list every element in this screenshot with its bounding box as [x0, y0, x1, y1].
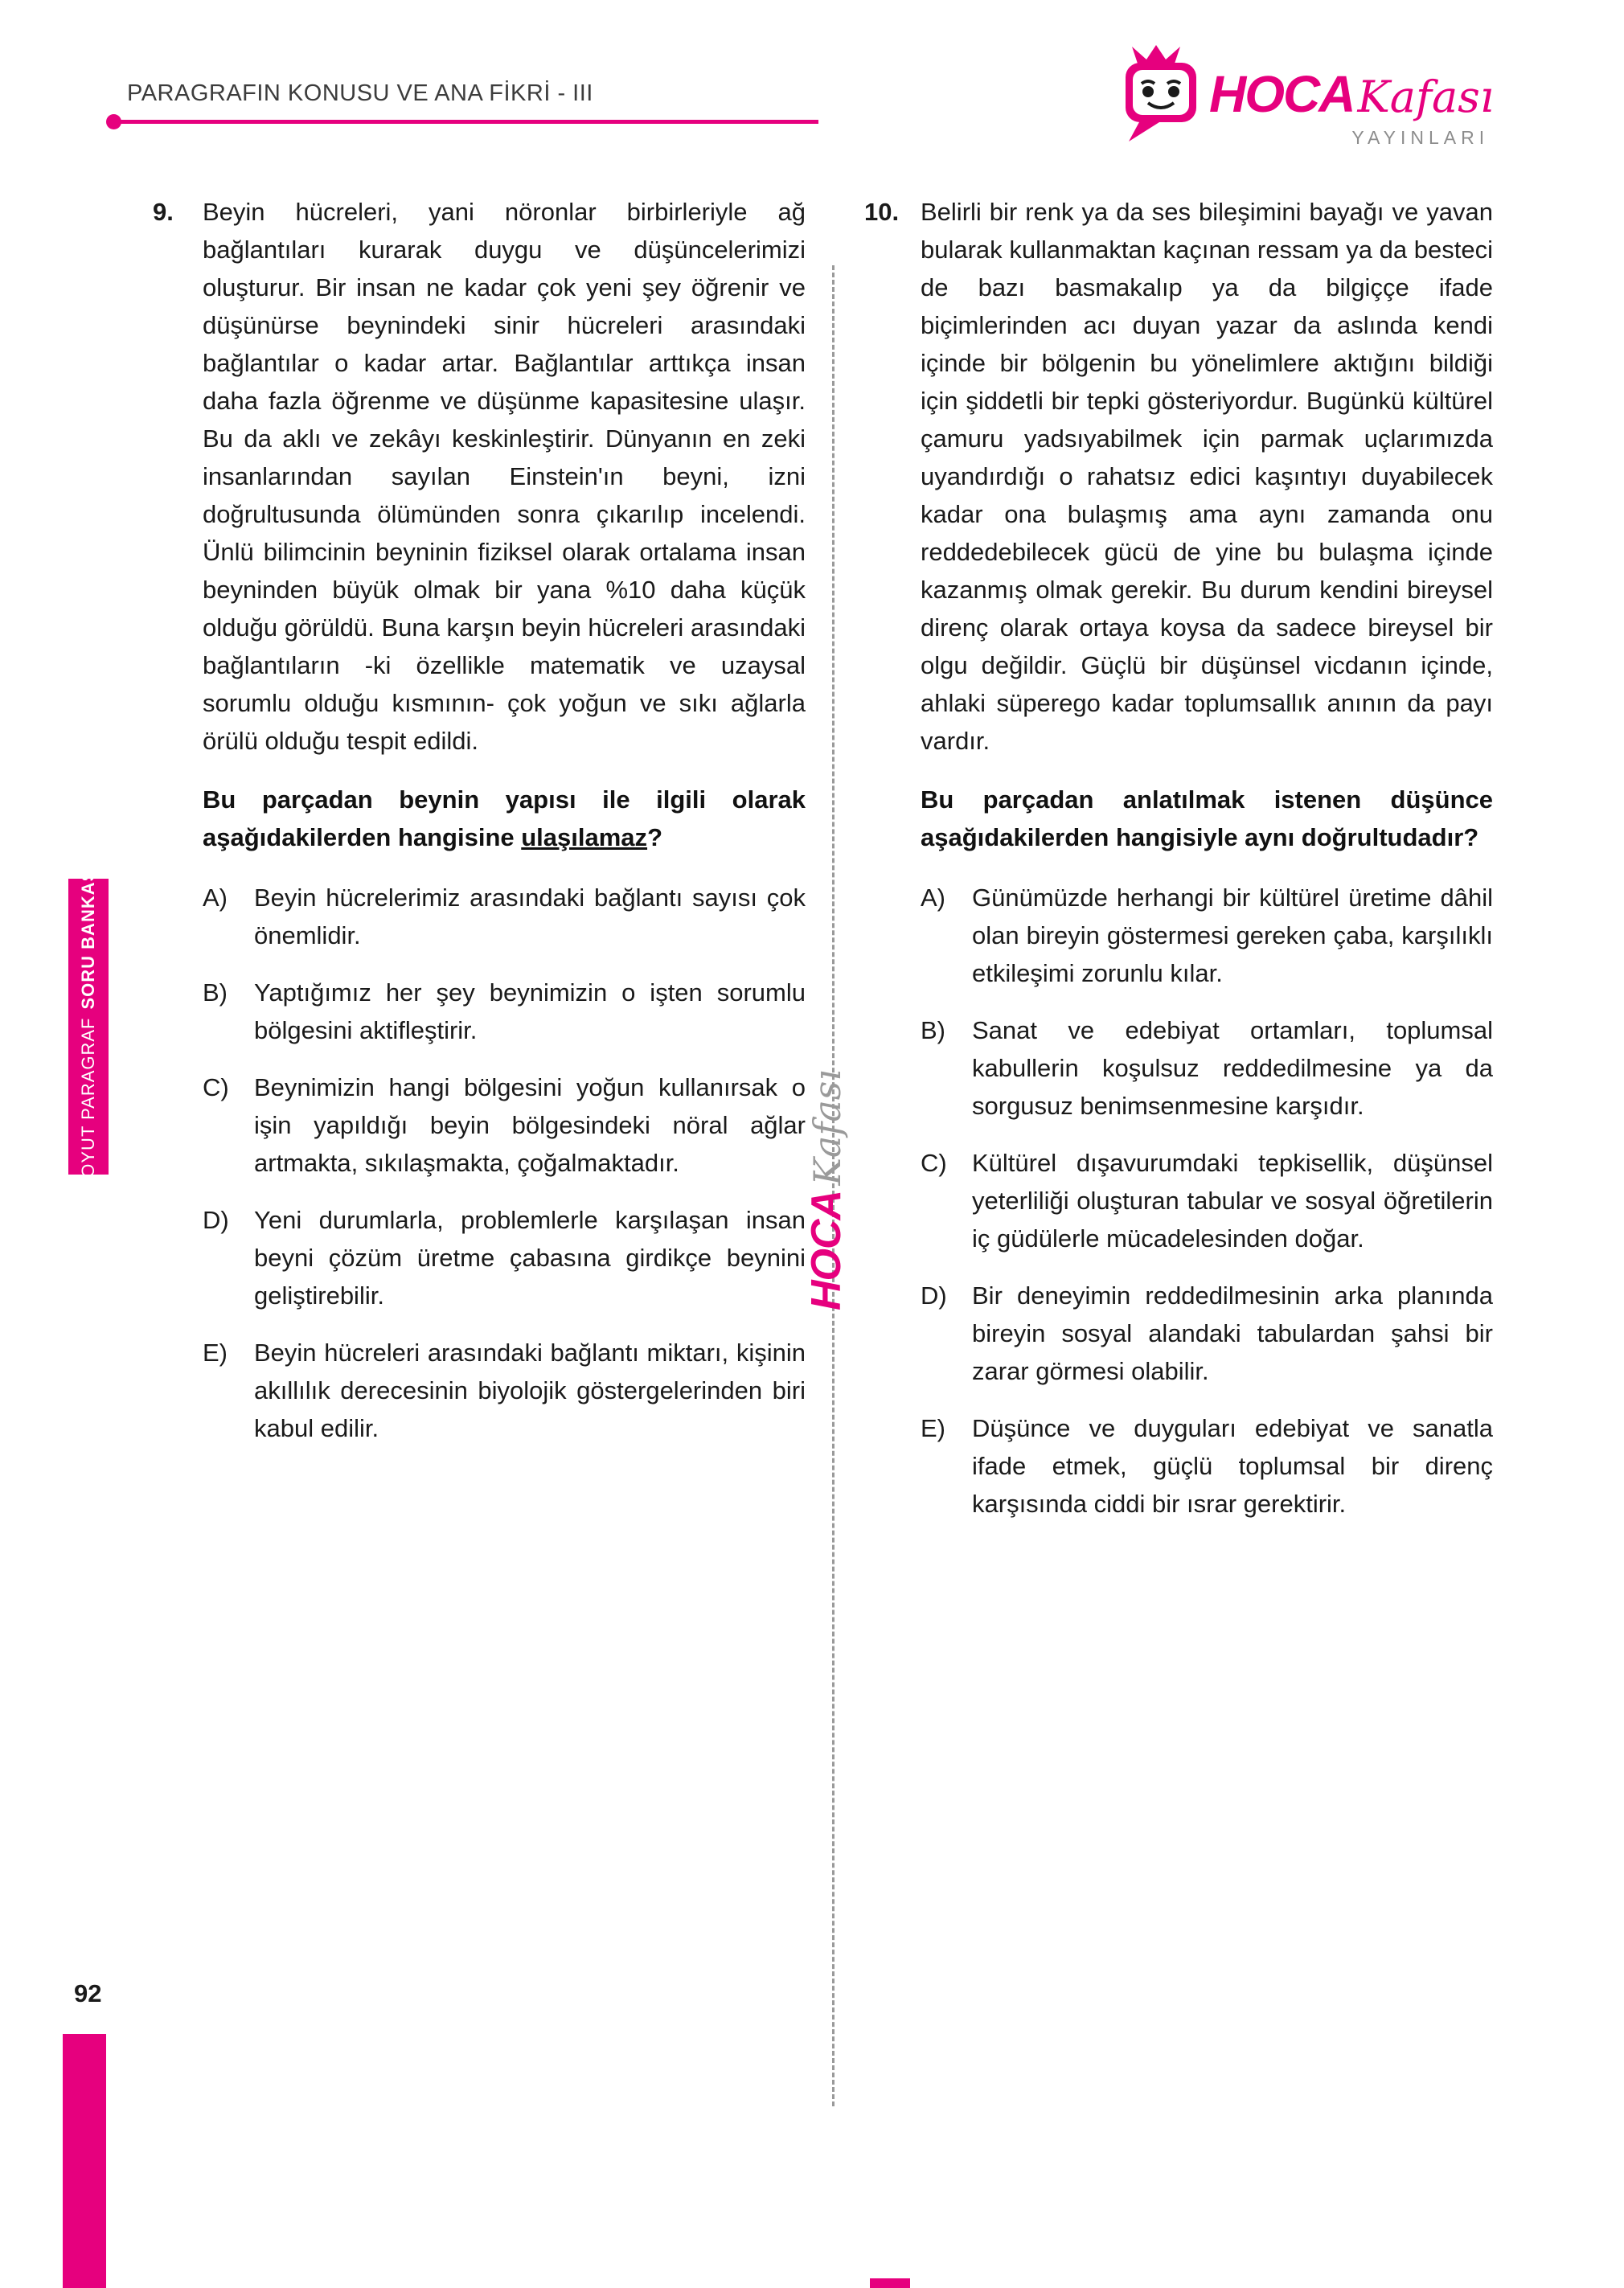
stem-text: Bu parçadan beynin yapısı ile ilgili olarak aşağıdakilerden hangisine	[203, 785, 806, 851]
publisher-logo-text	[1209, 64, 1494, 149]
logo-subtitle: YAYINLARI	[1351, 127, 1490, 148]
stem-suffix: ?	[647, 823, 662, 851]
bottom-center-accent-mark	[870, 2278, 910, 2288]
stem-text: Bu parçadan anlatılmak istenen düşünce aşağıdakilerden hangisiyle aynı doğrultudadır?	[921, 785, 1493, 851]
series-type: SORU BANKASI	[78, 863, 98, 1010]
question-passage: Belirli bir renk ya da ses bileşimini bayağı ve yavan bularak kullanmaktan kaçınan ressam ya da besteci de bazı basmakalıp ya da bilgiççe ifade biçimlerinden acı duyan yazar da aslında kendi içinde bir bölgenin bu yönelimlere aktığını bildiği için şiddetli bir tepki gösteriyordur. Bugünkü kültürel çamuru yadsıyabilmek için parmak uçlarımızda uyandırdığı o rahatsız edici kaşıntıyı duyabilecek kadar ona bulaşmış ama aynı zamanda onu reddedebilecek gücü de yine bu bulaşma içinde kazanmış olmak gerekir. Bu durum kendini bireysel direnç olarak ortaya koysa da sadece bireysel bir olgu değildir. Güçlü bir düşünsel vicdanın içinde, ahlaki süperego kadar toplumsallık anının da payı vardır.	[921, 198, 1493, 755]
page-header-title: PARAGRAFIN KONUSU VE ANA FİKRİ - III	[127, 80, 593, 106]
header-rule	[121, 120, 818, 124]
publisher-logo	[1118, 40, 1494, 147]
logo-brand-name: HOCA	[1209, 65, 1355, 123]
option-text: Sanat ve edebiyat ortamları, toplumsal kabullerin koşulsuz reddedilmesine ya da sorgusuz benimsenmesine karşıdır.	[972, 1016, 1493, 1120]
brand-watermark	[802, 1069, 851, 1310]
hoca-kafasi-mascot-icon	[1118, 43, 1204, 147]
watermark-brand-script: Kafası	[806, 1068, 849, 1186]
option-text: Beyin hücreleri arasındaki bağlantı miktarı, kişinin akıllılık derecesinin biyolojik göstergelerinden biri kabul edilir.	[254, 1339, 806, 1442]
series-sidebar-text	[78, 863, 99, 1191]
question-10	[864, 193, 1493, 1542]
question-stem	[921, 781, 1493, 856]
option-text: Beynimizin hangi bölgesini yoğun kullanırsak o işin yapıldığı beyin bölgesindeki nöral ağlar artmakta, sıkılaşmakta, çoğalmaktadır.	[254, 1073, 806, 1177]
bottom-left-accent-bar	[63, 2034, 106, 2288]
option-a	[203, 879, 806, 954]
option-letter: C)	[203, 1073, 229, 1101]
stem-underlined-text: ulaşılamaz	[521, 823, 648, 851]
option-text: Yeni durumlarla, problemlerle karşılaşan insan beyni çözüm üretme çabasına girdikçe beynini geliştirebilir.	[254, 1206, 806, 1310]
option-text: Yaptığımız her şey beynimizin o işten sorumlu bölgesini aktifleştirir.	[254, 978, 806, 1044]
option-letter: E)	[921, 1414, 945, 1442]
option-text: Düşünce ve duyguları edebiyat ve sanatla ifade etmek, güçlü toplumsal bir direnç karşısında ciddi bir ısrar gerektirir.	[972, 1414, 1493, 1518]
option-letter: B)	[203, 978, 228, 1007]
option-letter: C)	[921, 1149, 947, 1177]
option-d	[921, 1277, 1493, 1390]
watermark-brand-name: HOCA	[803, 1190, 850, 1310]
option-text: Bir deneyimin reddedilmesinin arka planında bireyin sosyal alandaki tabulardan şahsi bir zarar görmesi olabilir.	[972, 1281, 1493, 1385]
option-text: Kültürel dışavurumdaki tepkisellik, düşünsel yeterliliği oluşturan tabular ve sosyal öğretilerin iç güdülerle mücadelesinden doğar.	[972, 1149, 1493, 1253]
series-sidebar-banner	[68, 863, 109, 1191]
left-column	[153, 193, 806, 1466]
option-c	[921, 1144, 1493, 1257]
options-list	[203, 879, 806, 1447]
header-bullet-dot	[106, 114, 121, 129]
option-letter: D)	[203, 1206, 229, 1234]
option-d	[203, 1201, 806, 1314]
series-name: SOYUT PARAGRAF	[78, 1017, 98, 1191]
option-b	[921, 1011, 1493, 1125]
option-e	[921, 1409, 1493, 1523]
logo-brand-script: Kafası	[1357, 72, 1495, 122]
question-number: 9.	[153, 198, 174, 226]
option-c	[203, 1068, 806, 1182]
question-stem	[203, 781, 806, 856]
option-letter: A)	[921, 884, 945, 912]
options-list	[921, 879, 1493, 1523]
option-letter: A)	[203, 884, 228, 912]
question-number: 10.	[864, 198, 900, 226]
right-column	[864, 193, 1493, 1542]
option-letter: D)	[921, 1281, 947, 1310]
option-text: Günümüzde herhangi bir kültürel üretime dâhil olan bireyin göstermesi gereken çaba, karşılıklı etkileşimi zorunlu kılar.	[972, 884, 1493, 987]
option-a	[921, 879, 1493, 992]
question-9	[153, 193, 806, 1466]
option-e	[203, 1334, 806, 1447]
option-text: Beyin hücrelerimiz arasındaki bağlantı sayısı çok önemlidir.	[254, 884, 806, 949]
page-number: 92	[74, 1979, 102, 2007]
option-letter: B)	[921, 1016, 945, 1044]
question-body	[203, 193, 806, 1466]
option-letter: E)	[203, 1339, 228, 1367]
option-b	[203, 974, 806, 1049]
question-passage: Beyin hücreleri, yani nöronlar birbirleriyle ağ bağlantıları kurarak duygu ve düşüncelerimizi oluşturur. Bir insan ne kadar çok yeni şey öğrenir ve düşünürse beynindeki sinir hücreleri arasındaki bağlantılar o kadar artar. Bağlantılar arttıkça insan daha fazla öğrenme ve düşünme kapasitesine ulaşır. Bu da aklı ve zekâyı keskinleştirir. Dünyanın en zeki insanlarından sayılan Einstein'ın beyni, izni doğrultusunda ölümünden sonra çıkarılıp incelendi. Ünlü bilimcinin beyninin fiziksel olarak ortalama insan beyninden büyük olmak bir yana %10 daha küçük olduğu görüldü. Buna karşın beyin hücreleri arasındaki bağlantıların -ki özellikle matematik ve uzaysal sorumlu olduğu kısmının- çok yoğun ve sıkı ağlarla örülü olduğu tespit edildi.	[203, 198, 806, 755]
question-body	[921, 193, 1493, 1542]
